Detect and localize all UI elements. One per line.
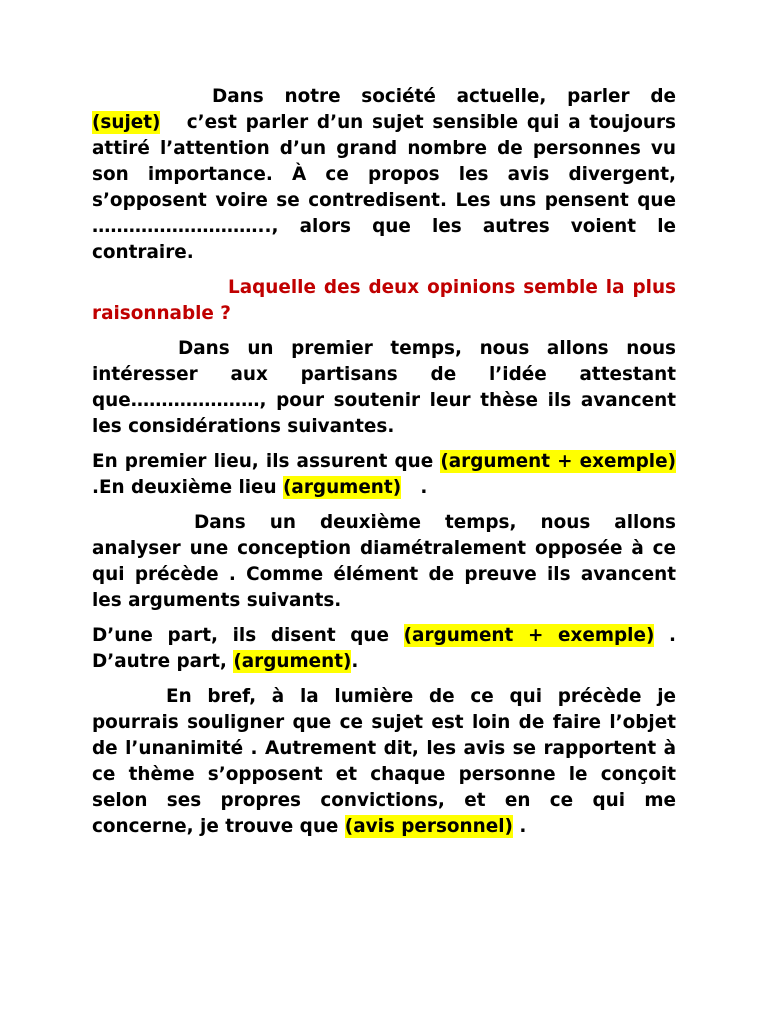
- first-arguments-paragraph: [92, 449, 676, 501]
- period: .: [420, 477, 428, 498]
- intro-text-rest: c’est parler d’un sujet sensible qui a toujours attiré l’attention d’un grand nombre de personnes vu son importance. À ce propos les avis divergent, s’opposent voire se contredisent. Les uns pensent que ……………………….., alors que les autres voient le contraire.: [92, 112, 676, 263]
- second-point-text: .En deuxième lieu: [92, 477, 277, 498]
- first-part-paragraph: Dans un premier temps, nous allons nous intéresser aux partisans de l’idée attestant que…………………, pour soutenir leur thèse ils avancent les considérations suivantes.: [92, 338, 676, 437]
- intro-text-start: Dans notre société actuelle, parler de: [212, 86, 676, 107]
- conclusion-paragraph: [92, 684, 676, 840]
- personal-opinion-placeholder: (avis personnel): [344, 816, 513, 837]
- argument-placeholder: (argument): [233, 651, 352, 672]
- problem-question: Laquelle des deux opinions semble la plus raisonnable ?: [92, 277, 676, 324]
- argument-placeholder: (argument): [283, 477, 402, 498]
- argument-example-placeholder: (argument + exemple): [440, 451, 676, 472]
- second-part-paragraph: Dans un deuxième temps, nous allons analyser une conception diamétralement opposée à ce qui précède . Comme élément de preuve ils avancent les arguments suivants.: [92, 512, 676, 611]
- argument-example-placeholder: (argument + exemple): [403, 625, 655, 646]
- intro-paragraph: [92, 84, 676, 266]
- period: .: [519, 816, 527, 837]
- subject-placeholder: (sujet): [92, 112, 161, 133]
- second-arguments-text: D’une part, ils disent que: [92, 625, 389, 646]
- document-body: [92, 84, 676, 849]
- first-arguments-text: En premier lieu, ils assurent que: [92, 451, 434, 472]
- second-arguments-paragraph: [92, 623, 676, 675]
- other-part-text: . D’autre part,: [92, 625, 677, 672]
- conclusion-text: En bref, à la lumière de ce qui précède je pourrais souligner que ce sujet est loin de faire l’objet de l’unanimité . Autrement dit, les avis se rapportent à ce thème s’opposent et chaque personne le conçoit selon ses propres convictions, et en ce qui me concerne, je trouve que: [92, 686, 676, 837]
- period: .: [351, 651, 359, 672]
